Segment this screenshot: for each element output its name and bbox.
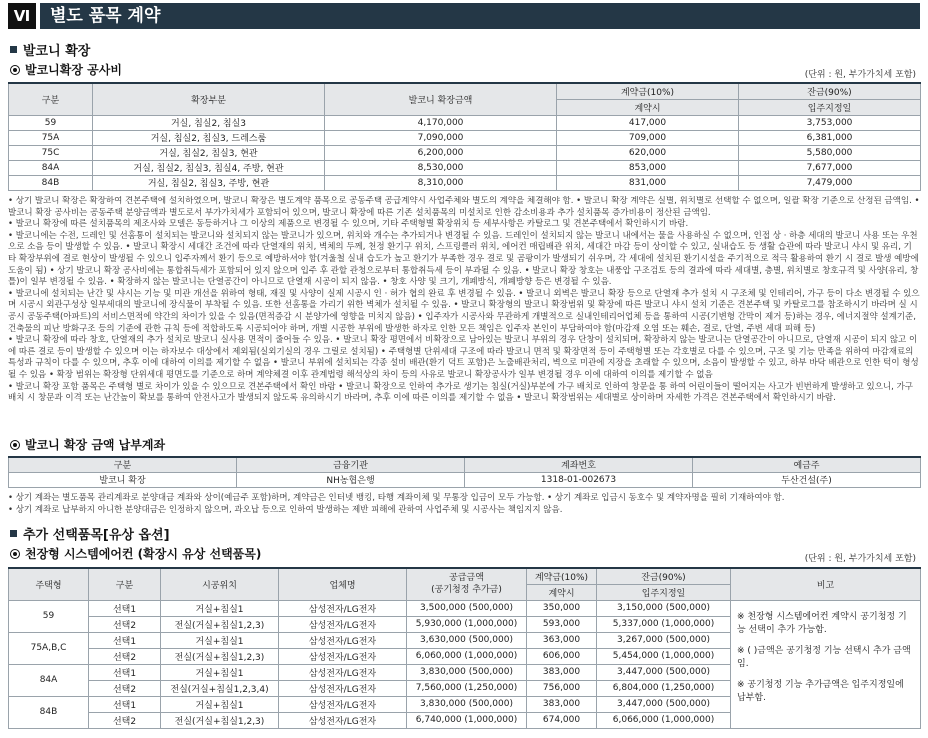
col-header-deposit: 계약금(10%) xyxy=(527,568,597,584)
note-paragraph: • 발코니 확장에 따라 창호, 단열재의 추가 설치로 발코니 실사용 면적이 줄어들 수 있음. • 발코니 확장 평면에서 비확장으로 남아있는 발코니 부위의 경우 단창이 설치되며, 확장하지 않는 발코니는 단열공간이 아니므로, 단열재 시공이 되지 않고 이에 따른 결로 등이 발생할 수 있으며 이는 하자보수 대상에서 제외됨(실외기실의 경우 그릴로 설치됨) • 주택형별 단위세대 구조에 따라 발코니 면적 및 확장면적 등이 주택형별 또는 각호별로 다를 수 있으며, 구조 및 기능 만족을 위하여 마감재료의 특성과 규칙이 다를 수 있으며, 추후 이에 대하여 이의를 제기할 수 없음 • 발코니 부위에 설치되는 각종 설비 배관(환기 덕트 포함)은 노출배관처리, 벽으로 미관에 지장을 초래할 수 있으며, 소음이 발생할 수 있고, 하부 바닥 배관으로 인한 턱이 형성될 수 있음 • 확장 범위는 확장형 단위세대 평면도를 기준으로 하며 계약체결 이후 관계법령 해석상의 차이 등의 사유로 발코니 확장공사가 일부 변경될 경우 이에 대하여 이의를 제기할 수 없음 xyxy=(8,335,919,380)
table-row: 발코니 확장 NH농협은행 1318-01-002673 두산건설(주) xyxy=(9,472,921,487)
account-notes xyxy=(8,493,920,516)
table-row: 59 선택1 거실+침실1 삼성전자/LG전자 3,500,000 (500,000) 350,000 3,150,000 (500,000) ※ 천장형 시스템에어컨 계약시 공기청정 기능 선택이 추가 가능함. ※ ( )금액은 공기청정 기능 선택시 추가 금액임. ※ 공기청정 기능 추가금액은 입주지정일에 납부함. xyxy=(9,600,921,616)
chapter-number: Ⅵ xyxy=(8,3,36,29)
table-row: 선택2 전실(거실+침실1,2,3) 삼성전자/LG전자 6,740,000 (1,000,000) 674,000 6,066,000 (1,000,000) xyxy=(9,712,921,728)
col-header-deposit-sub: 계약시 xyxy=(557,99,739,115)
col-header-location: 시공위치 xyxy=(161,568,279,600)
unit-note: (단위 : 원, 부가가치세 포함) xyxy=(804,554,916,564)
table-row: 84B 선택1 거실+침실1 삼성전자/LG전자 3,830,000 (500,000) 383,000 3,447,000 (500,000) xyxy=(9,696,921,712)
col-header-deposit: 계약금(10%) xyxy=(557,83,739,99)
table-row: 59 거실, 침실2, 침실3 4,170,000 417,000 3,753,000 xyxy=(9,115,921,130)
table-row: 75C 거실, 침실2, 침실3, 현관 6,200,000 620,000 5,580,000 xyxy=(9,145,921,160)
table-row: 84A 거실, 침실2, 침실3, 침실4, 주방, 현관 8,530,000 853,000 7,677,000 xyxy=(9,160,921,175)
circle-bullet-icon xyxy=(10,440,20,450)
table-row: 84A 선택1 거실+침실1 삼성전자/LG전자 3,830,000 (500,000) 383,000 3,447,000 (500,000) xyxy=(9,664,921,680)
col-header-type: 주택형 xyxy=(9,568,89,600)
section-title-balcony: 발코니 확장 xyxy=(10,40,90,59)
col-header-bank: 금융기관 xyxy=(237,457,465,472)
remark-text: ※ 천장형 시스템에어컨 계약시 공기청정 기능 선택이 추가 가능함. xyxy=(737,611,907,635)
col-header-balance: 잔금(90%) xyxy=(739,83,921,99)
note-paragraph: • 상기 계좌는 별도품목 관리계좌로 분양대금 계좌와 상이(예금주 포함)하며, 계약금은 인터넷 뱅킹, 타행 계좌이체 및 무통장 입금이 모두 가능함. • 상기 계좌로 입금시 동호수 및 계약자명을 필히 기재하여야 함. xyxy=(8,493,785,503)
col-header-part: 확장부분 xyxy=(93,83,325,115)
unit-note: (단위 : 원, 부가가치세 포함) xyxy=(804,70,916,80)
col-header-balance: 잔금(90%) xyxy=(597,568,731,584)
table-row: 선택2 전실(거실+침실1,2,3,4) 삼성전자/LG전자 7,560,000 (1,250,000) 756,000 6,804,000 (1,250,000) xyxy=(9,680,921,696)
col-header-account-number: 계좌번호 xyxy=(465,457,693,472)
note-paragraph: • 발코니에는 수전, 드레인 및 선홈통이 설치되는 발코니와 설치되지 않는 발코니가 있으며, 위치와 개수는 추가되거나 변경될 수 있음. 드레인이 설치되지 않는 발코니 내에서는 물을 사용하실 수 없으며, 인접 상 · 하층 세대의 발코니 사용 또는 우천으로 소음 등이 발생할 수 있음. • 발코니 확장시 세대간 조건에 따라 단열재의 위치, 벽체의 두께, 천정 환기구 위치, 스프링클러 위치, 에어컨 매립배관 위치, 세대간 마감 등이 상이할 수 있고, 실내습도 등 생활 습관에 따라 발코니 샤시 및 유리, 기타 확장부위에 결로 현상이 발생될 수 있으니 입주자께서 환기 등으로 예방하셔야 함(겨울철 실내 습도가 높고 환기가 부족한 경우 결로 및 곰팡이가 발생되기 쉬우며, 각 세대에 설치된 환기시설을 주기적으로 적극 활용하여 환기 시 결로 발생 예방에 도움이 됨) • 상기 발코니 확장 공사비에는 통합취득세가 포함되어 있지 않으며 입주 후 관할 관청으로부터 통합취득세 등이 부과될 수 있음. • 발코니 확장 창호는 내풍압 구조검토 등의 결과에 따라 세대별, 층별, 위치별로 창호규격 및 사양(유리, 창틀)이 일부 변경될 수 있음. • 확장하지 않는 발코니는 단열공간이 아니므로 단열재 시공이 되지 않음. • 창호 사양 및 크기, 개폐방식, 개폐방향 등은 변경될 수 있음. xyxy=(8,230,919,288)
subsection-title-balcony-cost: 발코니확장 공사비 xyxy=(10,61,122,78)
table-row: 75A,B,C 선택1 거실+침실1 삼성전자/LG전자 3,630,000 (500,000) 363,000 3,267,000 (500,000) xyxy=(9,632,921,648)
table-row: 선택2 전실(거실+침실1,2,3) 삼성전자/LG전자 6,060,000 (1,000,000) 606,000 5,454,000 (1,000,000) xyxy=(9,648,921,664)
table-row: 84B 거실, 침실2, 침실3, 주방, 현관 8,310,000 831,000 7,479,000 xyxy=(9,175,921,190)
note-paragraph: • 발코니 확장 포함 품목은 주택형 별로 차이가 있을 수 있으므로 견본주택에서 확인 바람 • 발코니 확장으로 인하여 추가로 생기는 침실(거실)부분에 가구 배치로 인하여 창문을 통 하여 어린이들이 떨어지는 사고가 빈번하게 발생하고 있으니, 가구 배치 시 창문과 이격 또는 난간높이 확보를 통하여 안전사고가 발생되지 않도록 유의하시기 바라며, 추후 이에 따른 이의를 제기할 수 없음 • 발코니 확장범위는 세대별로 상이하며 자세한 가격은 견본주택에서 확인하시기 바람. xyxy=(8,381,914,404)
table-row: 75A 거실, 침실2, 침실3, 드레스룸 7,090,000 709,000 6,381,000 xyxy=(9,130,921,145)
type-cell: 84B xyxy=(9,696,89,728)
type-cell: 59 xyxy=(9,600,89,632)
remark-text: ※ 공기청정 기능 추가금액은 입주지정일에 납부함. xyxy=(737,679,904,703)
table-row: 선택2 전실(거실+침실1,2,3) 삼성전자/LG전자 5,930,000 (1,000,000) 593,000 5,337,000 (1,000,000) xyxy=(9,616,921,632)
type-cell: 84A xyxy=(9,664,89,696)
col-header-gubun: 구분 xyxy=(89,568,161,600)
note-paragraph: • 발코니에 설치되는 난간 및 샤시는 기능 및 미관 개선을 위하여 형태, 재질 및 사양이 실제 시공시 인 · 허가 협의 완료 후 변경될 수 있음. • 발코니 외벽은 발코니 확장 등으로 단열재 추가 설치 시 구조체 및 인테리어, 가구 등이 다소 변경될 수 있으며 시공시 외관구성상 일부세대의 발코니에 장식물이 부착될 수 있음. 또한 선홈통을 가리기 위한 벽체가 설치될 수 있음. • 발코니 확장형의 발코니 확장범위 및 확장에 따른 발코니 샤시 설치 기준은 견본주택 및 카탈로그를 참조하시기 바라며 실 시공시 공동주택(아파트)의 서비스면적에 약간의 차이가 있을 수 있음(면적증감 시 분양가에 영향을 미치지 않음) • 입주자가 시공사와 무관하게 개별적으로 실내인테리어업체 등을 통하여 시공(기변형 간막이 제거 등)하는 경우, 에너지절약 설계기준, 건축물의 피난 방화구조 등의 기준에 관한 규칙 등에 적합하도록 시공되어야 하며, 개별 시공한 부위에 발생한 하자로 인한 모든 책임은 입주자 본인이 부담하여야 함(마감재 오염 또는 훼손, 결로, 단열, 주변 세대 피해 등) xyxy=(8,288,920,334)
col-header-balance-sub: 입주지정일 xyxy=(597,584,731,600)
remark-text: ※ ( )금액은 공기청정 기능 선택시 추가 금액임. xyxy=(737,645,911,669)
type-cell: 75A,B,C xyxy=(9,632,89,664)
aircon-options-table xyxy=(8,567,921,729)
remarks-cell xyxy=(731,600,921,728)
col-header-gubun: 구분 xyxy=(9,83,93,115)
col-header-balance-sub: 입주지정일 xyxy=(739,99,921,115)
col-header-price: 공급금액 (공기청정 추가금) xyxy=(407,568,527,600)
circle-bullet-icon xyxy=(10,65,20,75)
col-header-deposit-sub: 계약시 xyxy=(527,584,597,600)
col-header-holder: 예금주 xyxy=(693,457,921,472)
col-header-remark: 비고 xyxy=(731,568,921,600)
square-bullet-icon xyxy=(10,46,17,53)
note-paragraph: • 상기 발코니 확장은 확장하여 견본주택에 설치하였으며, 발코니 확장은 별도계약 품목으로 공동주택 공급계약시 사업주체와 별도의 계약을 체결해야 함. • 발코니 확장 계약은 실별, 위치별로 선택할 수 없으며, 일괄 확장 기준으로 산정된 금액임. • 발코니 확장 공사비는 공동주택 분양금액과 별도로서 부가가치세가 포함되어 있으며, 발코니 확장에 따른 기존 설치품목의 미설치로 인한 감소비용과 추가 설치품목 증가비용이 정산된 금액임. xyxy=(8,196,920,218)
note-paragraph: • 발코니 확장에 따른 설치품목의 제조사와 모델은 동등하거나 그 이상의 제품으로 변경될 수 있으며, 기타 주택형별 확장위치 등 세부사항은 카탈로그 및 견본주택에서 확인하시기 바람. xyxy=(8,219,689,230)
section-title-options: 추가 선택품목[유상 옵션] xyxy=(10,524,170,543)
balcony-notes xyxy=(8,196,920,432)
page-header xyxy=(0,0,928,31)
chapter-title: 별도 품목 계약 xyxy=(40,3,920,29)
subsection-title-account: 발코니 확장 금액 납부계좌 xyxy=(10,436,165,453)
square-bullet-icon xyxy=(10,530,17,537)
col-header-gubun: 구분 xyxy=(9,457,237,472)
col-header-maker: 업체명 xyxy=(279,568,407,600)
account-table xyxy=(8,456,921,488)
circle-bullet-icon xyxy=(10,549,20,559)
balcony-cost-table xyxy=(8,82,921,191)
note-paragraph: • 상기 계좌로 납부하지 아니한 분양대금은 인정하지 않으며, 과오납 등으로 인하여 발생하는 제반 피해에 관하여 사업주체 및 시공사는 책임지지 않음. xyxy=(8,504,563,515)
subsection-title-aircon: 천장형 시스템에어컨 (확장시 유상 선택품목) xyxy=(10,545,261,562)
col-header-amount: 발코니 확장금액 xyxy=(325,83,557,115)
